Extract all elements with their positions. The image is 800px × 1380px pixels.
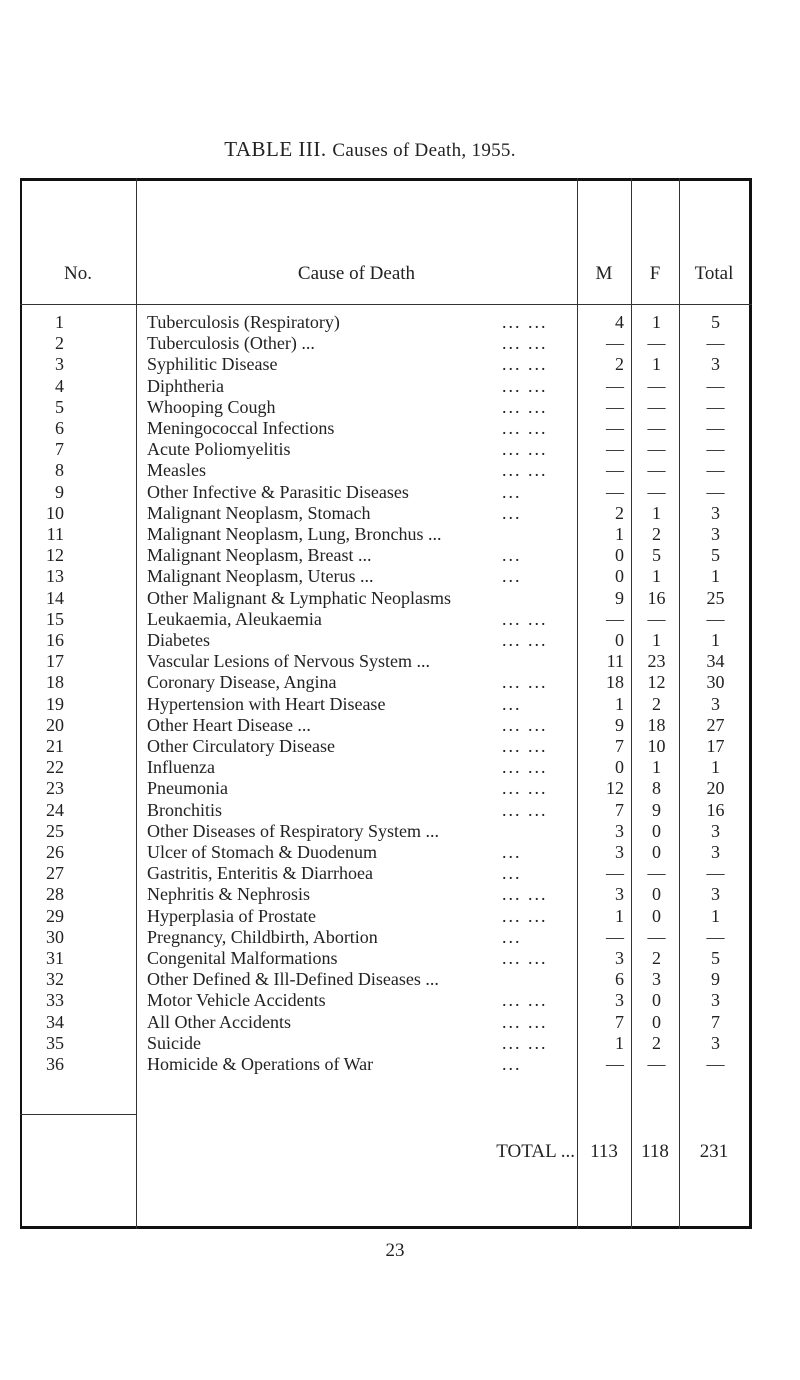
row-total-count: — xyxy=(706,333,725,354)
row-male-count: — xyxy=(606,439,624,460)
row-number: 7 xyxy=(55,439,64,460)
table-row xyxy=(20,989,752,1011)
row-female-count: 2 xyxy=(652,693,661,714)
row-number: 1 xyxy=(55,312,64,332)
row-total-count: 3 xyxy=(711,884,720,905)
row-number: 14 xyxy=(46,587,64,608)
total-f: 118 xyxy=(641,1141,669,1162)
row-total-count: 3 xyxy=(711,693,720,714)
row-total-count: — xyxy=(706,481,725,502)
row-leader-dots: ... xyxy=(502,481,522,502)
row-leader-dots: ... ... xyxy=(502,354,548,375)
row-cause: Gastritis, Enteritis & Diarrhoea xyxy=(147,863,373,884)
table-row xyxy=(20,841,752,863)
table-row xyxy=(20,883,752,905)
table-row xyxy=(20,947,752,969)
total-m: 113 xyxy=(590,1141,618,1162)
row-total-count: — xyxy=(706,863,725,884)
title-main: TABLE III. xyxy=(224,137,327,161)
title-sub: Causes of Death, 1955. xyxy=(332,140,516,161)
row-total-count: 3 xyxy=(711,820,720,841)
header-cause: Cause of Death xyxy=(297,263,416,284)
row-total-count: 3 xyxy=(711,1032,720,1053)
row-total-count: 16 xyxy=(706,799,725,820)
header-f: F xyxy=(649,263,661,284)
row-total-count: — xyxy=(706,439,725,460)
row-male-count: 3 xyxy=(615,842,624,862)
row-cause: Other Heart Disease ... xyxy=(147,714,311,735)
row-cause: Homicide & Operations of War xyxy=(147,1054,374,1074)
row-cause: Other Defined & Ill-Defined Diseases ... xyxy=(147,969,439,990)
table-row xyxy=(20,502,752,524)
row-female-count: — xyxy=(647,608,666,629)
page-number: 23 xyxy=(385,1240,405,1261)
row-total-count: — xyxy=(706,608,725,629)
header-m: M xyxy=(595,263,613,284)
row-number: 32 xyxy=(46,969,64,990)
row-leader-dots: ... xyxy=(502,566,522,587)
row-total-count: 1 xyxy=(711,630,720,650)
row-male-count: 18 xyxy=(606,672,624,693)
row-leader-dots: ... ... xyxy=(502,630,548,650)
row-leader-dots: ... ... xyxy=(502,736,548,756)
row-number: 21 xyxy=(46,736,64,756)
table-row xyxy=(20,905,752,927)
row-number: 19 xyxy=(46,693,64,714)
row-cause: Malignant Neoplasm, Stomach xyxy=(147,502,371,523)
total-t: 231 xyxy=(699,1141,729,1162)
table-row xyxy=(20,1053,752,1075)
row-male-count: 12 xyxy=(606,778,624,799)
row-male-count: — xyxy=(606,333,624,354)
row-leader-dots: ... ... xyxy=(502,778,548,799)
row-leader-dots: ... xyxy=(502,863,522,884)
row-male-count: — xyxy=(606,926,624,947)
row-number: 23 xyxy=(46,778,64,799)
row-total-count: — xyxy=(706,396,725,417)
row-total-count: 5 xyxy=(711,545,720,566)
row-leader-dots: ... ... xyxy=(502,439,548,460)
row-leader-dots: ... ... xyxy=(502,375,548,396)
row-male-count: 1 xyxy=(615,524,624,544)
row-total-count: 9 xyxy=(711,969,720,990)
row-cause: Hyperplasia of Prostate xyxy=(147,905,316,926)
row-cause: Suicide xyxy=(147,1032,201,1053)
row-male-count: 7 xyxy=(615,1011,624,1032)
row-cause: Bronchitis xyxy=(147,799,222,820)
row-total-count: 25 xyxy=(706,587,725,608)
row-number: 18 xyxy=(46,672,64,693)
table-row xyxy=(20,926,752,948)
row-total-count: 5 xyxy=(711,312,720,332)
row-male-count: 0 xyxy=(615,566,624,587)
row-leader-dots: ... ... xyxy=(502,396,548,417)
row-number: 25 xyxy=(46,820,64,841)
row-number: 31 xyxy=(46,948,64,968)
row-number: 29 xyxy=(46,905,64,926)
row-cause: Malignant Neoplasm, Breast ... xyxy=(147,545,372,566)
row-male-count: — xyxy=(606,418,624,438)
table-row xyxy=(20,438,752,460)
row-male-count: — xyxy=(606,1054,624,1074)
table-row xyxy=(20,587,752,609)
total-label xyxy=(136,1141,577,1163)
table-row xyxy=(20,1011,752,1033)
row-male-count: — xyxy=(606,460,624,481)
row-leader-dots: ... xyxy=(502,926,522,947)
row-female-count: 2 xyxy=(652,1032,661,1053)
row-number: 28 xyxy=(46,884,64,905)
row-female-count: 18 xyxy=(647,714,666,735)
row-number: 34 xyxy=(46,1011,64,1032)
header-no: No. xyxy=(64,263,92,284)
row-male-count: 9 xyxy=(615,587,624,608)
row-male-count: 6 xyxy=(615,969,624,990)
table-row xyxy=(20,417,752,439)
header-total: Total xyxy=(694,263,734,284)
row-total-count: 27 xyxy=(706,714,725,735)
row-leader-dots: ... ... xyxy=(502,608,548,629)
row-female-count: 8 xyxy=(652,778,661,799)
row-number: 2 xyxy=(55,333,64,354)
row-leader-dots: ... ... xyxy=(502,312,548,332)
table-row xyxy=(20,735,752,757)
row-female-count: 2 xyxy=(652,948,661,968)
row-number: 26 xyxy=(46,842,64,862)
row-total-count: — xyxy=(706,460,725,481)
table-row xyxy=(20,629,752,651)
row-cause: Other Infective & Parasitic Diseases xyxy=(147,481,409,502)
row-leader-dots: ... ... xyxy=(502,418,548,438)
row-cause: Measles xyxy=(147,460,206,481)
row-cause: Influenza xyxy=(147,757,215,778)
row-leader-dots: ... ... xyxy=(502,757,548,778)
row-female-count: 0 xyxy=(652,842,661,862)
row-female-count: 3 xyxy=(652,969,661,990)
row-number: 11 xyxy=(46,524,64,544)
row-male-count: 4 xyxy=(615,312,624,332)
row-number: 27 xyxy=(46,863,64,884)
table-row xyxy=(20,671,752,693)
row-total-count: — xyxy=(706,375,725,396)
row-female-count: 0 xyxy=(652,990,661,1011)
row-leader-dots: ... xyxy=(502,1054,522,1074)
row-total-count: — xyxy=(706,418,725,438)
row-total-count: 34 xyxy=(706,651,725,672)
row-number: 36 xyxy=(46,1054,64,1074)
row-cause: Tuberculosis (Other) ... xyxy=(147,333,315,354)
row-female-count: — xyxy=(647,396,666,417)
row-number: 16 xyxy=(46,630,64,650)
row-female-count: — xyxy=(647,418,666,438)
row-cause: Leukaemia, Aleukaemia xyxy=(147,608,322,629)
table-row xyxy=(20,608,752,630)
row-female-count: 5 xyxy=(652,545,661,566)
table-row xyxy=(20,650,752,672)
row-total-count: 7 xyxy=(711,1011,720,1032)
row-male-count: — xyxy=(606,375,624,396)
row-total-count: 1 xyxy=(711,757,720,778)
row-number: 30 xyxy=(46,926,64,947)
row-leader-dots: ... xyxy=(502,545,522,566)
row-total-count: 3 xyxy=(711,524,720,544)
table-row xyxy=(20,481,752,503)
row-total-count: 5 xyxy=(711,948,720,968)
row-female-count: — xyxy=(647,481,666,502)
row-number: 17 xyxy=(46,651,64,672)
row-male-count: 2 xyxy=(615,354,624,375)
row-male-count: — xyxy=(606,863,624,884)
row-female-count: — xyxy=(647,333,666,354)
row-male-count: — xyxy=(606,608,624,629)
row-number: 8 xyxy=(55,460,64,481)
row-female-count: 1 xyxy=(652,354,661,375)
row-number: 3 xyxy=(55,354,64,375)
row-leader-dots: ... ... xyxy=(502,1011,548,1032)
row-total-count: — xyxy=(706,1054,725,1074)
row-cause: Acute Poliomyelitis xyxy=(147,439,291,460)
table-border-bottom xyxy=(20,1226,752,1229)
table-row xyxy=(20,565,752,587)
row-leader-dots: ... ... xyxy=(502,799,548,820)
row-male-count: 1 xyxy=(615,693,624,714)
row-leader-dots: ... xyxy=(502,842,522,862)
table-row xyxy=(20,396,752,418)
row-leader-dots: ... ... xyxy=(502,333,548,354)
row-cause: Diabetes xyxy=(147,630,210,650)
row-leader-dots: ... ... xyxy=(502,460,548,481)
row-female-count: 1 xyxy=(652,630,661,650)
row-male-count: 9 xyxy=(615,714,624,735)
row-total-count: 3 xyxy=(711,354,720,375)
row-male-count: 0 xyxy=(615,757,624,778)
table-row xyxy=(20,799,752,821)
row-cause: Congenital Malformations xyxy=(147,948,338,968)
row-leader-dots: ... ... xyxy=(502,905,548,926)
row-male-count: 7 xyxy=(615,799,624,820)
row-leader-dots: ... ... xyxy=(502,1032,548,1053)
row-total-count: 30 xyxy=(706,672,725,693)
row-number: 22 xyxy=(46,757,64,778)
row-female-count: 9 xyxy=(652,799,661,820)
row-female-count: 12 xyxy=(647,672,666,693)
row-male-count: — xyxy=(606,396,624,417)
row-leader-dots: ... ... xyxy=(502,714,548,735)
row-female-count: 0 xyxy=(652,820,661,841)
row-cause: Pregnancy, Childbirth, Abortion xyxy=(147,926,378,947)
row-male-count: 3 xyxy=(615,948,624,968)
row-female-count: 0 xyxy=(652,1011,661,1032)
table-row xyxy=(20,862,752,884)
row-female-count: 1 xyxy=(652,566,661,587)
row-cause: Tuberculosis (Respiratory) xyxy=(147,312,340,332)
row-female-count: 23 xyxy=(647,651,666,672)
row-female-count: 1 xyxy=(652,502,661,523)
row-male-count: — xyxy=(606,481,624,502)
row-cause: Nephritis & Nephrosis xyxy=(147,884,310,905)
row-number: 13 xyxy=(46,566,64,587)
row-female-count: 0 xyxy=(652,884,661,905)
row-cause: Pneumonia xyxy=(147,778,228,799)
row-leader-dots: ... ... xyxy=(502,948,548,968)
row-cause: Malignant Neoplasm, Lung, Bronchus ... xyxy=(147,524,442,544)
row-total-count: 3 xyxy=(711,842,720,862)
row-number: 10 xyxy=(46,502,64,523)
row-total-count: 3 xyxy=(711,502,720,523)
row-number: 33 xyxy=(46,990,64,1011)
row-female-count: 0 xyxy=(652,905,661,926)
row-total-count: — xyxy=(706,926,725,947)
table-row xyxy=(20,693,752,715)
row-number: 6 xyxy=(55,418,64,438)
table-row xyxy=(20,375,752,397)
row-male-count: 2 xyxy=(615,502,624,523)
row-cause: Vascular Lesions of Nervous System ... xyxy=(147,651,430,672)
table-border-top xyxy=(20,178,752,181)
row-cause: Other Circulatory Disease xyxy=(147,736,335,756)
row-total-count: 17 xyxy=(706,736,725,756)
table-row xyxy=(20,311,752,333)
row-male-count: 0 xyxy=(615,630,624,650)
row-total-count: 20 xyxy=(706,778,725,799)
total-divider-left xyxy=(20,1114,136,1115)
row-male-count: 7 xyxy=(615,736,624,756)
table-row xyxy=(20,353,752,375)
row-cause: Whooping Cough xyxy=(147,396,276,417)
row-leader-dots: ... ... xyxy=(502,884,548,905)
row-cause: Malignant Neoplasm, Uterus ... xyxy=(147,566,374,587)
row-cause: Other Malignant & Lymphatic Neoplasms xyxy=(147,587,451,608)
row-number: 35 xyxy=(46,1032,64,1053)
row-total-count: 3 xyxy=(711,990,720,1011)
row-male-count: 1 xyxy=(615,1032,624,1053)
table-row xyxy=(20,820,752,842)
row-male-count: 3 xyxy=(615,884,624,905)
table-row xyxy=(20,1032,752,1054)
page-title xyxy=(0,137,740,162)
row-female-count: 16 xyxy=(647,587,666,608)
row-number: 15 xyxy=(46,608,64,629)
row-leader-dots: ... xyxy=(502,693,522,714)
table-row xyxy=(20,544,752,566)
row-cause: All Other Accidents xyxy=(147,1011,291,1032)
row-female-count: 10 xyxy=(647,736,666,756)
row-male-count: 0 xyxy=(615,545,624,566)
row-female-count: — xyxy=(647,926,666,947)
header-divider xyxy=(20,304,752,305)
row-cause: Hypertension with Heart Disease xyxy=(147,693,386,714)
row-number: 9 xyxy=(55,481,64,502)
row-leader-dots: ... xyxy=(502,502,522,523)
table-row xyxy=(20,714,752,736)
row-total-count: 1 xyxy=(711,566,720,587)
table-row xyxy=(20,523,752,545)
total-label-text: TOTAL ... xyxy=(496,1141,575,1162)
table-row xyxy=(20,968,752,990)
row-female-count: — xyxy=(647,1054,666,1074)
table-row xyxy=(20,332,752,354)
row-female-count: — xyxy=(647,863,666,884)
row-number: 5 xyxy=(55,396,64,417)
table-row xyxy=(20,777,752,799)
row-male-count: 11 xyxy=(606,651,624,672)
row-female-count: 1 xyxy=(652,312,661,332)
row-leader-dots: ... ... xyxy=(502,672,548,693)
row-female-count: 1 xyxy=(652,757,661,778)
row-male-count: 3 xyxy=(615,990,624,1011)
row-cause: Other Diseases of Respiratory System ... xyxy=(147,820,439,841)
row-cause: Meningococcal Infections xyxy=(147,418,335,438)
row-leader-dots: ... ... xyxy=(502,990,548,1011)
row-cause: Diphtheria xyxy=(147,375,224,396)
row-female-count: — xyxy=(647,439,666,460)
row-cause: Coronary Disease, Angina xyxy=(147,672,337,693)
table-row xyxy=(20,459,752,481)
row-cause: Motor Vehicle Accidents xyxy=(147,990,326,1011)
row-female-count: 2 xyxy=(652,524,661,544)
row-male-count: 3 xyxy=(615,820,624,841)
row-cause: Syphilitic Disease xyxy=(147,354,278,375)
row-number: 4 xyxy=(55,375,64,396)
row-female-count: — xyxy=(647,460,666,481)
row-male-count: 1 xyxy=(615,905,624,926)
row-female-count: — xyxy=(647,375,666,396)
row-number: 20 xyxy=(46,714,64,735)
row-cause: Ulcer of Stomach & Duodenum xyxy=(147,842,377,862)
row-number: 24 xyxy=(46,799,64,820)
row-number: 12 xyxy=(46,545,64,566)
causes-of-death-table xyxy=(20,178,752,1229)
table-row xyxy=(20,756,752,778)
row-total-count: 1 xyxy=(711,905,720,926)
